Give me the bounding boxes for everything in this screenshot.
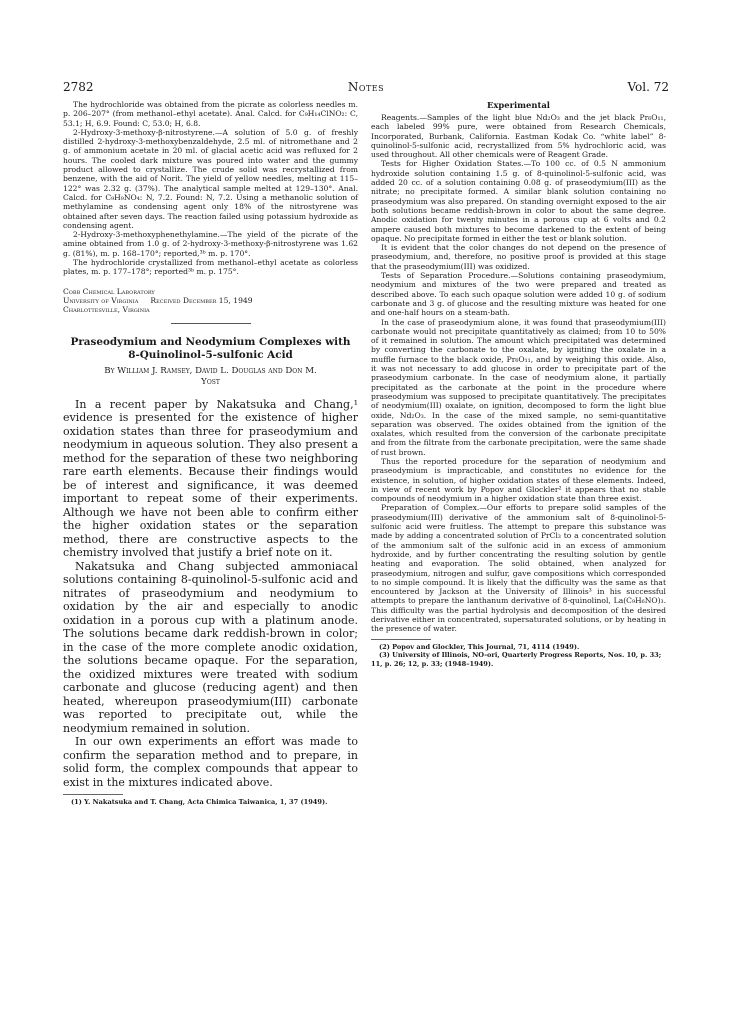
paragraph-oxidation-tests: Tests for Higher Oxidation States.—To 100 cc. of 0.5 N ammonium hydroxide solution containing 1.5 g. of 8-quinolinol-5-sulfonic acid, was added 20 cc. of a solution containing 0.08 g. of praseodymium(III) as the nitrate; no precipitate formed. A similar blank solution containing no praseodymium was also prepared. On standing overnight exposed to the air both solutions became reddish-brown in color to about the same degree. Anodic oxidation for twenty minutes in a porous cup at 6 volts and 0.2 ampere caused both mixtures to become darkened to the extent of being opaque. No precipitate formed in either the test or blank solution. <box>371 159 666 243</box>
section-heading-experimental: Experimental <box>487 100 550 110</box>
footnote-3: (3) University of Illinois, NO-ori, Quarterly Progress Reports, Nos. 10, p. 33; 11, p. 26; 12, p. 33; (1948–1949). <box>371 651 662 668</box>
affiliation-address <box>63 287 358 315</box>
footnote-1: (1) Y. Nakatsuka and T. Chang, Acta Chimica Taiwanica, 1, 37 (1949). <box>71 798 328 807</box>
article-title <box>63 336 358 362</box>
paragraph-conclusion: Thus the reported procedure for the separation of neodymium and praseodymium is impracticable, and constitutes no evidence for the existence, in solution, of higher oxidation states of these elements. Indeed, in view of recent work by Popov and Glockler² it appears that no stable compounds of neodymium in a higher oxidation state than three exist. <box>371 456 666 504</box>
address-line: Charlottesville, Virginia <box>63 305 150 315</box>
article-title-line-2: 8-Quinolinol-5-sulfonic Acid <box>128 348 293 361</box>
paragraph-hydrochloride: The hydrochloride was obtained from the picrate as colorless needles m. p. 206–207° (from methanol–ethyl acetate). Anal. Calcd. for C₉H₁₄ClNO₂: C, 53.1; H, 6.9. Found: C, 53.0; H, 6.8. <box>63 100 358 128</box>
volume-label: Vol. 72 <box>627 80 669 94</box>
footnote-divider <box>63 794 123 795</box>
running-header <box>63 80 669 96</box>
right-column <box>371 100 666 668</box>
footnote-2: (2) Popov and Glockler, This Journal, 71, 4114 (1949). <box>379 642 580 651</box>
article-authors <box>63 366 358 388</box>
authors-line-2: Yost <box>201 376 220 387</box>
paragraph-separation-tests: Tests of Separation Procedure.—Solutions containing praseodymium, neodymium and mixtures of the two were prepared and treated as described above. To each such opaque solution were added 10 g. of sodium carbonate and 3 g. of glucose and the resulting mixture was heated for one and one-half hours on a steam-bath. <box>371 271 666 318</box>
footnote-divider <box>371 639 431 640</box>
section-running-title: Notes <box>347 80 385 94</box>
address-line: University of Virginia Received December 15, 1949 <box>63 295 253 305</box>
left-column <box>63 100 358 807</box>
page-number: 2782 <box>63 80 94 94</box>
paragraph-preparation: Preparation of Complex.—Our efforts to prepare solid samples of the praseodymium(III) derivative of the ammonium salt of 8-quinolinol-5-sulfonic acid were fruitless. The attempt to prepare this substance was made by adding a concentrated solution of PrCl₃ to a concentrated solution of the ammonium salt of the sulfonic acid in an excess of ammonium hydroxide, and by further concentrating the resulting solution by gentle heating and evaporation. The solid obtained, when analyzed for praseodymium, nitrogen and sulfur, gave compositions which corresponded to no simple compound. It is likely that the difficulty was the same as that encountered by Jackson at the University of Illinois³ in his successful attempts to prepare the lanthanum derivative of 8-quinolinol, La(C₉H₆NO)₃. This difficulty was the partial hydrolysis and decomposition of the desired derivative either in concentrated, supersaturated solutions, or by heating in the presence of water. <box>371 503 666 634</box>
article-title-line-1: Praseodymium and Neodymium Complexes with <box>70 335 351 348</box>
paragraph-praseodymium-alone: In the case of praseodymium alone, it was found that praseodymium(III) carbonate would not precipitate quantitatively as claimed; from 10 to 50% of it remained in solution. The amount which precipitated was determined by converting the carbonate to the oxalate, by igniting the oxalate in a muffle furnace to the black oxide, Pr₆O₁₁, and by weighing this oxide. Also, it was not necessary to add glucose in order to precipitate part of the praseodymium carbonate. In the case of neodymium alone, it partially precipitated as the carbonate at the point in the procedure where praseodymium was supposed to precipitate quantitatively. The precipitates of neodymium(III) oxalate, on ignition, decomposed to form the light blue oxide, Nd₂O₃. In the case of the mixed sample, no semi-quantitative separation was observed. The oxides obtained from the ignition of the oxalates, which resulted from the conversion of the carbonate precipitate and from the filtrate from the carbonate precipitation, were the same shade of rust brown. <box>371 317 666 457</box>
body-paragraph: Nakatsuka and Chang subjected ammoniacal solutions containing 8-quinolinol-5-sulfonic acid and nitrates of praseodymium and neodymium to oxidation by the air and especially to anodic oxidation in a porous cup with a platinum anode. The solutions became dark reddish-brown in color; in the case of the more complete anodic oxidation, the solutions became opaque. For the separation, the oxidized mixtures were treated with sodium carbonate and glucose (reducing agent) and then heated, whereupon praseodymium(III) carbonate was reported to precipitate out, while the neodymium remained in solution. <box>63 559 358 735</box>
address-line: Cobb Chemical Laboratory <box>63 286 155 296</box>
divider <box>171 323 251 324</box>
paragraph-nitrostyrene: 2-Hydroxy-3-methoxy-β-nitrostyrene.—A solution of 5.0 g. of freshly distilled 2-hydroxy-3-methoxybenzaldehyde, 2.5 ml. of nitromethane and 2 g. of ammonium acetate in 20 ml. of glacial acetic acid was refluxed for 2 hours. The cooled dark mixture was poured into water and the gummy product allowed to crystallize. The crude solid was recrystallized from benzene, with the aid of Norit. The yield of yellow needles, melting at 115–122° was 2.32 g. (37%). The analytical sample melted at 129–130°. Anal. Calcd. for C₉H₉NO₄: N, 7.2. Found: N, 7.2. Using a methanolic solution of methylamine as condensing agent only 18% of the nitrostyrene was obtained after seven days. The reaction failed using potassium hydroxide as condensing agent. <box>63 127 358 230</box>
paragraph-reagents: Reagents.—Samples of the light blue Nd₂O₃ and the jet black Pr₆O₁₁, each labeled 99% pure, were obtained from Research Chemicals, Incorporated, Burbank, California. Eastman Kodak Co. “white label” 8-quinolinol-5-sulfonic acid, recrystallized from 5% hydrochloric acid, was used throughout. All other chemicals were of Reagent Grade. <box>371 113 666 160</box>
authors-line-1: By William J. Ramsey, David L. Douglas and Don M. <box>104 365 317 376</box>
paragraph-color-changes: It is evident that the color changes do not depend on the presence of praseodymium, and, therefore, no positive proof is provided at this stage that the praseodymium(III) was oxidized. <box>371 243 666 271</box>
body-paragraph: In our own experiments an effort was made to confirm the separation method and to prepare, in solid form, the complex compounds that appear to exist in the mixtures indicated above. <box>63 735 358 789</box>
paragraph-phenethylamine: 2-Hydroxy-3-methoxyphenethylamine.—The yield of the picrate of the amine obtained from 1.0 g. of 2-hydroxy-3-methoxy-β-nitrostyrene was 1.62 g. (81%), m. p. 168–170°; reported,³ᵇ m. p. 170°. <box>63 230 358 258</box>
paragraph-hydrochloride-2: The hydrochloride crystallized from methanol–ethyl acetate as colorless plates, m. p. 177–178°; reported³ᵇ m. p. 175°. <box>63 258 358 277</box>
body-paragraph: In a recent paper by Nakatsuka and Chang,¹ evidence is presented for the existence of higher oxidation states than three for praseodymium and neodymium in aqueous solution. They also present a method for the separation of these two neighboring rare earth elements. Because their findings would be of interest and significance, it was deemed important to repeat some of their experiments. Although we have not been able to confirm either the higher oxidation states or the separation method, there are constructive aspects to the chemistry involved that justify a brief note on it. <box>63 397 358 560</box>
